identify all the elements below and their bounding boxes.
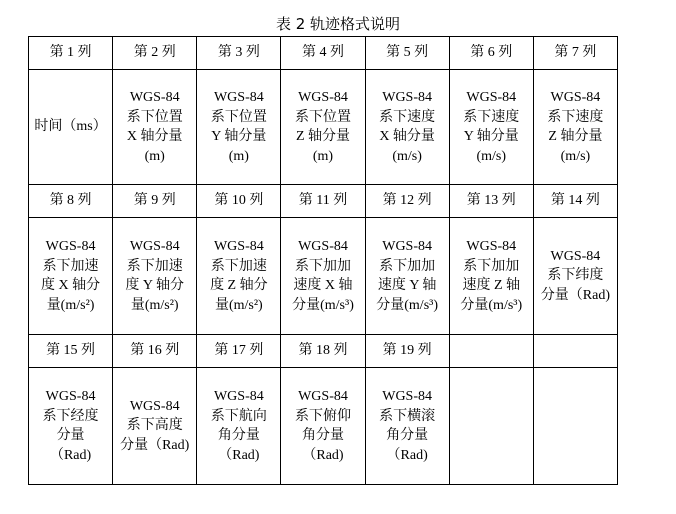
table-cell: 时间（ms）	[29, 70, 113, 185]
table-cell: WGS-84 系下加加 速度 X 轴 分量(m/s³)	[281, 218, 365, 335]
table-cell: WGS-84 系下加速 度 Y 轴分 量(m/s²)	[113, 218, 197, 335]
table-caption: 表 2 轨迹格式说明	[275, 15, 401, 33]
table-cell-empty	[533, 335, 617, 368]
table-cell: 第 8 列	[29, 185, 113, 218]
table-row	[29, 185, 618, 218]
table-cell: WGS-84 系下经度 分量 （Rad)	[29, 368, 113, 485]
table-cell: WGS-84 系下俯仰 角分量 （Rad)	[281, 368, 365, 485]
table-row	[29, 368, 618, 485]
trajectory-format-table	[28, 36, 618, 485]
table-cell: 第 19 列	[365, 335, 449, 368]
table-cell: 第 18 列	[281, 335, 365, 368]
table-row	[29, 37, 618, 70]
table-cell: WGS-84 系下加速 度 Z 轴分 量(m/s²)	[197, 218, 281, 335]
table-cell: WGS-84 系下速度 Z 轴分量 (m/s)	[533, 70, 617, 185]
table-cell: WGS-84 系下速度 X 轴分量 (m/s)	[365, 70, 449, 185]
table-cell: WGS-84 系下速度 Y 轴分量 (m/s)	[449, 70, 533, 185]
table-cell: 第 17 列	[197, 335, 281, 368]
table-cell: 第 3 列	[197, 37, 281, 70]
table-cell: WGS-84 系下加加 速度 Y 轴 分量(m/s³)	[365, 218, 449, 335]
table-row	[29, 218, 618, 335]
table-cell: WGS-84 系下加速 度 X 轴分 量(m/s²)	[29, 218, 113, 335]
table-cell: WGS-84 系下位置 Z 轴分量 (m)	[281, 70, 365, 185]
table-cell: WGS-84 系下位置 Y 轴分量 (m)	[197, 70, 281, 185]
table-cell-empty	[533, 368, 617, 485]
table-cell-empty	[449, 335, 533, 368]
table-cell: 第 16 列	[113, 335, 197, 368]
table-cell: WGS-84 系下位置 X 轴分量 (m)	[113, 70, 197, 185]
table-cell: 第 6 列	[449, 37, 533, 70]
table-cell: WGS-84 系下纬度 分量（Rad)	[533, 218, 617, 335]
table-cell: 第 2 列	[113, 37, 197, 70]
table-cell: 第 12 列	[365, 185, 449, 218]
table-cell: WGS-84 系下高度 分量（Rad)	[113, 368, 197, 485]
table-cell: WGS-84 系下航向 角分量 （Rad)	[197, 368, 281, 485]
table-row	[29, 335, 618, 368]
table-cell: 第 1 列	[29, 37, 113, 70]
table-cell: WGS-84 系下横滚 角分量 （Rad)	[365, 368, 449, 485]
table-cell: 第 11 列	[281, 185, 365, 218]
table-cell: 第 10 列	[197, 185, 281, 218]
table-cell-empty	[449, 368, 533, 485]
table-cell: 第 13 列	[449, 185, 533, 218]
table-row	[29, 70, 618, 185]
table-cell: 第 15 列	[29, 335, 113, 368]
table-cell: 第 9 列	[113, 185, 197, 218]
table-cell: 第 14 列	[533, 185, 617, 218]
table-cell: WGS-84 系下加加 速度 Z 轴 分量(m/s³)	[449, 218, 533, 335]
table-cell: 第 4 列	[281, 37, 365, 70]
table-cell: 第 5 列	[365, 37, 449, 70]
table-cell: 第 7 列	[533, 37, 617, 70]
